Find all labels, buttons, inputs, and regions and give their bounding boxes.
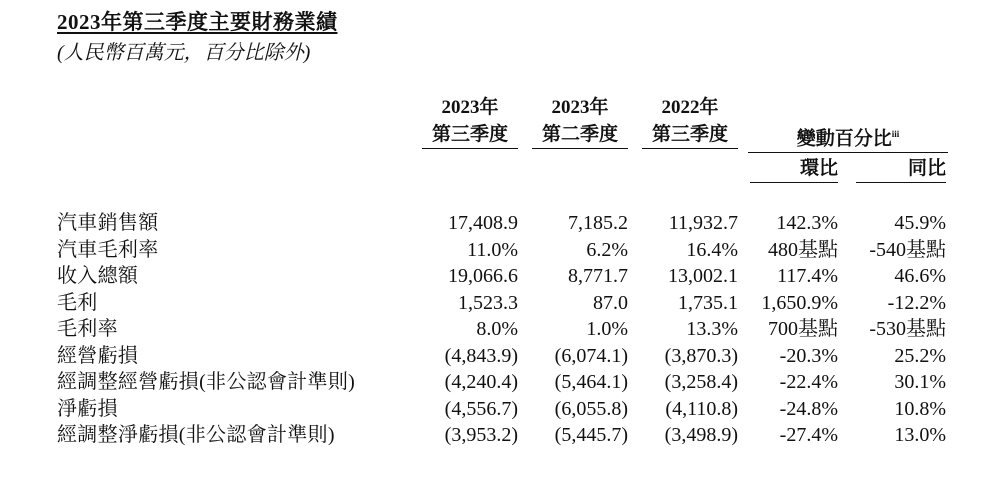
cell-q3-2022: 11,932.7 [668, 212, 738, 234]
cell-q3-2022: 16.4% [686, 238, 738, 261]
cell-q2-2023: 1.0% [586, 318, 628, 340]
table-row [0, 210, 1005, 237]
cell-yoy: 30.1% [894, 371, 946, 393]
cell-q2-2023: 6.2% [586, 238, 628, 261]
row-label: 毛利 [57, 291, 98, 314]
table-row [0, 290, 1005, 317]
cell-q3-2023: (4,240.4) [444, 371, 518, 393]
cell-q2-2023: 7,185.2 [568, 212, 628, 234]
column-header-year: 2023年 [441, 97, 499, 118]
cell-yoy: 13.0% [894, 424, 946, 446]
table-row [0, 237, 1005, 264]
cell-q2-2023: (6,055.8) [554, 397, 628, 420]
footnote-marker: iii [891, 129, 900, 139]
cell-yoy: -540基點 [869, 238, 946, 261]
cell-q2-2023: (5,464.1) [554, 371, 628, 393]
cell-yoy: 25.2% [894, 344, 946, 367]
cell-q2-2023: 87.0 [593, 291, 628, 314]
cell-qoq: 142.3% [776, 212, 838, 234]
row-label: 淨虧損 [57, 397, 118, 420]
table-row [0, 343, 1005, 370]
row-label: 汽車毛利率 [57, 238, 159, 261]
cell-yoy: 46.6% [894, 265, 946, 287]
cell-yoy: 45.9% [894, 212, 946, 234]
cell-qoq: -24.8% [779, 397, 838, 420]
table-row [0, 316, 1005, 343]
cell-q3-2023: 8.0% [476, 318, 518, 340]
column-header-q3-2023 [422, 94, 518, 149]
cell-q3-2023: (3,953.2) [444, 424, 518, 446]
cell-qoq: -27.4% [779, 424, 838, 446]
cell-yoy: 10.8% [894, 397, 946, 420]
column-header-year: 2023年 [551, 97, 609, 118]
change-percentage-header [748, 121, 948, 153]
cell-q2-2023: 8,771.7 [568, 265, 628, 287]
financial-table-body [0, 210, 1005, 449]
cell-qoq: 1,650.9% [761, 291, 838, 314]
column-header-quarter: 第二季度 [541, 124, 618, 145]
cell-q3-2022: (3,258.4) [664, 371, 738, 393]
cell-q3-2022: 13,002.1 [668, 265, 738, 287]
cell-q3-2023: 1,523.3 [458, 291, 518, 314]
cell-q3-2023: (4,556.7) [444, 397, 518, 420]
row-label: 毛利率 [57, 318, 118, 340]
cell-qoq: -20.3% [779, 344, 838, 367]
row-label: 經調整淨虧損(非公認會計準則) [57, 424, 335, 446]
column-header-year: 2022年 [661, 97, 719, 118]
table-row [0, 396, 1005, 423]
cell-q3-2022: 1,735.1 [678, 291, 738, 314]
cell-yoy: -530基點 [869, 318, 946, 340]
cell-yoy: -12.2% [887, 291, 946, 314]
cell-q3-2022: 13.3% [686, 318, 738, 340]
column-header-q2-2023 [532, 94, 628, 149]
row-label: 收入總額 [57, 265, 139, 287]
report-title: 2023年第三季度主要財務業績 [57, 10, 338, 34]
cell-q3-2022: (3,870.3) [664, 344, 738, 367]
cell-q3-2023: (4,843.9) [444, 344, 518, 367]
cell-q3-2023: 19,066.6 [448, 265, 518, 287]
cell-q3-2023: 17,408.9 [448, 212, 518, 234]
cell-qoq: 700基點 [768, 318, 838, 340]
column-header-q3-2022 [642, 94, 738, 149]
cell-q2-2023: (6,074.1) [554, 344, 628, 367]
qoq-subheader: 環比 [750, 155, 838, 183]
cell-qoq: 117.4% [777, 265, 838, 287]
row-label: 經營虧損 [57, 344, 139, 367]
cell-q3-2022: (3,498.9) [664, 424, 738, 446]
cell-q3-2022: (4,110.8) [665, 397, 738, 420]
column-header-quarter: 第三季度 [651, 124, 728, 145]
table-row [0, 263, 1005, 290]
column-header-quarter: 第三季度 [431, 124, 508, 145]
yoy-subheader: 同比 [856, 155, 946, 183]
cell-q3-2023: 11.0% [467, 238, 518, 261]
row-label: 汽車銷售額 [57, 212, 159, 234]
cell-qoq: 480基點 [768, 238, 838, 261]
report-subtitle: (人民幣百萬元，百分比除外) [57, 42, 311, 64]
cell-qoq: -22.4% [779, 371, 838, 393]
change-header-label: 變動百分比 [796, 128, 892, 150]
row-label: 經調整經營虧損(非公認會計準則) [57, 371, 356, 393]
table-row [0, 422, 1005, 449]
table-row [0, 369, 1005, 396]
cell-q2-2023: (5,445.7) [554, 424, 628, 446]
